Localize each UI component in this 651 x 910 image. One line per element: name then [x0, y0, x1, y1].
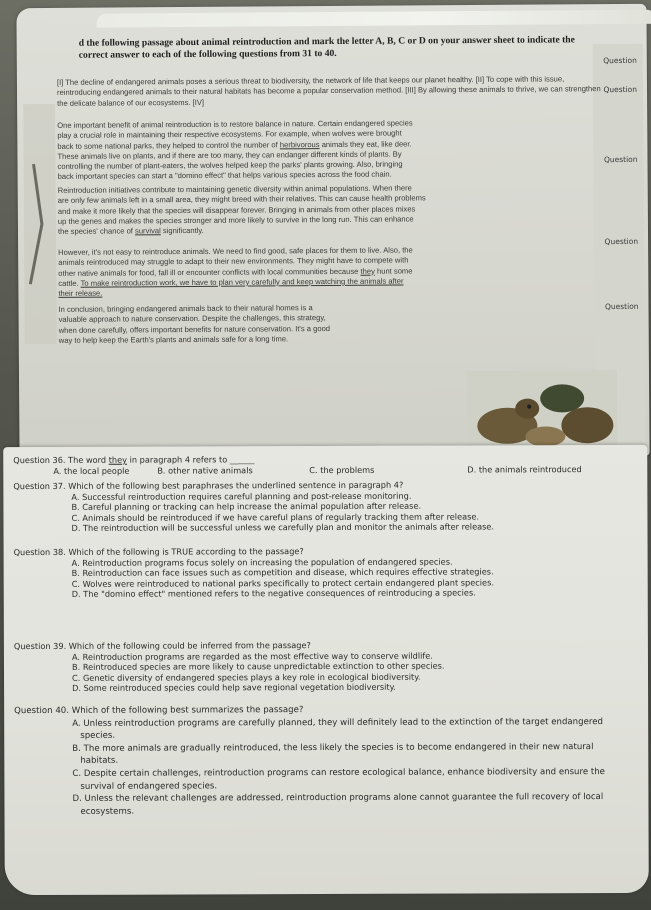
paragraph-line: One important benefit of animal reintroduction is to restore balance in nature. Certain endangered species	[57, 118, 413, 130]
paragraph-line: are only few animals left in a small area, they might breed with their relatives. This can cause health problems	[57, 193, 426, 206]
underlined-word-herbivorous: herbivorous	[279, 139, 320, 149]
option-d[interactable]: D. The reintroduction will be successful unless we carefully plan and monitor the animals after release.	[71, 521, 495, 534]
question-39	[14, 639, 634, 694]
paragraph-line: However, it's not easy to reintroduce animals. We need to find good, safe places for them to live. Also, the	[58, 245, 413, 257]
option-c[interactable]: C. Animals should be reintroduced if we have careful plans of regularly tracking them after release.	[71, 511, 480, 523]
paragraph-1: [I] The decline of endangered animals poses a serious threat to biodiversity, the network of life that keeps our planet healthy. [II] To cope with this issue, reintroducing endangered animals to their natural habitats has become a popular conservation method. [III] By allowing these animals to thrive, we can strengthen the delicate balance of our ecosystems. [IV]	[56, 74, 601, 108]
paragraph-line: Reintroduction initiatives contribute to maintaining genetic diversity within animal populations. When there	[57, 183, 412, 195]
option-d[interactable]: D. The "domino effect" mentioned refers to the negative consequences of reintroducing a species.	[71, 587, 476, 600]
sidebar-question-label: Question	[603, 154, 638, 165]
question-label: Question 40.	[14, 705, 70, 717]
paragraph-line: their release.	[58, 288, 103, 299]
option-a[interactable]: A. Unless reintroduction programs are carefully planned, they will definitely lead to the extinction of the target endangered species.	[72, 716, 603, 742]
question-37	[13, 479, 633, 534]
text-run: The word	[68, 454, 107, 465]
paragraph-line: These animals live on plants, and if there are too many, they can endanger different kinds of plants. By	[57, 149, 402, 161]
question-36	[13, 453, 633, 476]
option-b[interactable]: B. The more animals are gradually reintroduced, the less likely the species is to become endangered in their new natural habitats.	[72, 741, 594, 767]
option-c[interactable]: C. the problems	[309, 464, 375, 475]
option-b[interactable]: B. Reintroduction can face issues such as competition and disease, which requires effective strategies.	[71, 566, 494, 579]
paragraph-line: when done carefully, offers important benefits for nature conservation. It's a good	[58, 323, 331, 335]
text-run: the species' chance of	[57, 226, 133, 237]
option-a[interactable]: A. Successful reintroduction requires careful planning and post-release monitoring.	[71, 490, 412, 502]
sidebar-question-label: Question	[604, 301, 639, 312]
text-run: animals they eat, like deer.	[321, 139, 412, 149]
question-text: Which of the following could be inferred from the passage?	[68, 640, 311, 651]
paragraph-line: controlling the number of plant-eaters, the wolves helped keep the parks' plants growing. Also, bringing	[57, 159, 403, 172]
paragraph-line: up the genes and makes the species stronger and more likely to survive in the long run. This can enhance	[57, 214, 414, 226]
question-text: Which of the following best summarizes the passage?	[71, 705, 304, 716]
text-run: back to some national parks, they helped to control the number of	[57, 139, 278, 151]
torn-paper-edge	[96, 10, 651, 28]
text-run: in paragraph 4 refers to	[129, 454, 228, 465]
sidebar-question-label: Question	[604, 236, 639, 247]
option-b[interactable]: B. other native animals	[157, 464, 253, 476]
passage-sheet	[16, 4, 649, 460]
underlined-word-survival: survival	[134, 226, 161, 236]
option-d[interactable]: D. Some reintroduced species could help save regional vegetation biodiversity.	[72, 682, 396, 694]
paragraph-line: play a crucial role in maintaining their respective ecosystems. For example, when wolves were brought	[57, 128, 402, 141]
passage-instructions: d the following passage about animal reintroduction and mark the letter A, B, C or D on your answer sheet to indicate the correct answer to each of the following questions from 31 to 40.	[78, 34, 575, 61]
answer-blank: ______	[229, 454, 255, 465]
question-40	[14, 703, 634, 819]
question-text: Which of the following best paraphrases the underlined sentence in paragraph 4?	[68, 479, 404, 491]
option-c[interactable]: C. Despite certain challenges, reintroduction programs can restore ecological balance, enhance biodiversity and ensure the survival of endangered species.	[72, 766, 605, 792]
option-c[interactable]: C. Genetic diversity of endangered species plays a key role in ecological biodiversity.	[72, 671, 421, 683]
underlined-word-they: they	[108, 454, 128, 465]
animal-illustration	[467, 370, 618, 451]
question-text: Which of the following is TRUE according to the passage?	[68, 546, 304, 557]
paragraph-2	[57, 117, 612, 183]
margin-pencil-shadow	[23, 104, 57, 344]
paragraph-line: In conclusion, bringing endangered animals back to their natural homes is a	[58, 303, 313, 314]
question-label: Question 36.	[13, 454, 66, 466]
option-a[interactable]: A. Reintroduction programs focus solely on increasing the population of endangered species.	[71, 556, 453, 568]
text-run: other native animals for food, fall ill or encounter conflicts with local communities because	[58, 266, 359, 278]
paragraph-line: valuable approach to nature conservation. Despite the challenges, this strategy,	[58, 313, 326, 325]
paragraph-5	[59, 302, 464, 346]
underlined-sentence: To make reintroduction work, we have to plan very carefully and keep watching the animals after	[80, 276, 404, 288]
options-row	[13, 464, 633, 477]
option-d[interactable]: D. Unless the relevant challenges are addressed, reintroduction programs alone cannot guarantee the full recovery of local ecosystems.	[72, 792, 604, 817]
text-run: hunt some	[376, 266, 413, 276]
option-b[interactable]: B. Reintroduced species are more likely to cause unpredictable extinction to other species.	[71, 660, 445, 673]
option-c[interactable]: C. Wolves were reintroduced to national parks specifically to protect certain endangered plant species.	[71, 577, 494, 589]
text-run: significantly.	[162, 226, 204, 236]
paragraph-line: animals reintroduced may struggle to adapt to their new environments. They might have to compete with	[58, 255, 409, 268]
option-b[interactable]: B. Careful planning or tracking can help increase the animal population after release.	[71, 500, 422, 513]
text-run: cattle.	[58, 278, 79, 288]
sidebar-question-label: Question	[603, 84, 638, 95]
underlined-word-they: they	[360, 266, 375, 276]
paragraph-line: way to help keep the Earth's plants and animals safe for a long time.	[58, 334, 289, 345]
question-38	[14, 545, 634, 600]
question-label: Question 37.	[13, 480, 66, 492]
questions-sheet	[3, 445, 649, 895]
question-label: Question 39.	[13, 640, 67, 652]
paragraph-3	[58, 182, 613, 237]
option-d[interactable]: D. the animals reintroduced	[467, 463, 582, 475]
paragraph-line: and make it more likely that the species will disappear forever. Bringing in animals from other places mixes	[57, 204, 416, 216]
question-label: Question 38.	[13, 546, 66, 558]
option-a[interactable]: A. Reintroduction programs are regarded as the most effective way to conserve wildlife.	[71, 650, 433, 662]
paragraph-line: back important species can start a "domino effect" that helps various species across the food chain.	[57, 170, 392, 182]
paragraph-4	[58, 244, 613, 299]
sidebar-question-label: Question	[603, 55, 637, 66]
option-a[interactable]: A. the local people	[53, 465, 130, 476]
